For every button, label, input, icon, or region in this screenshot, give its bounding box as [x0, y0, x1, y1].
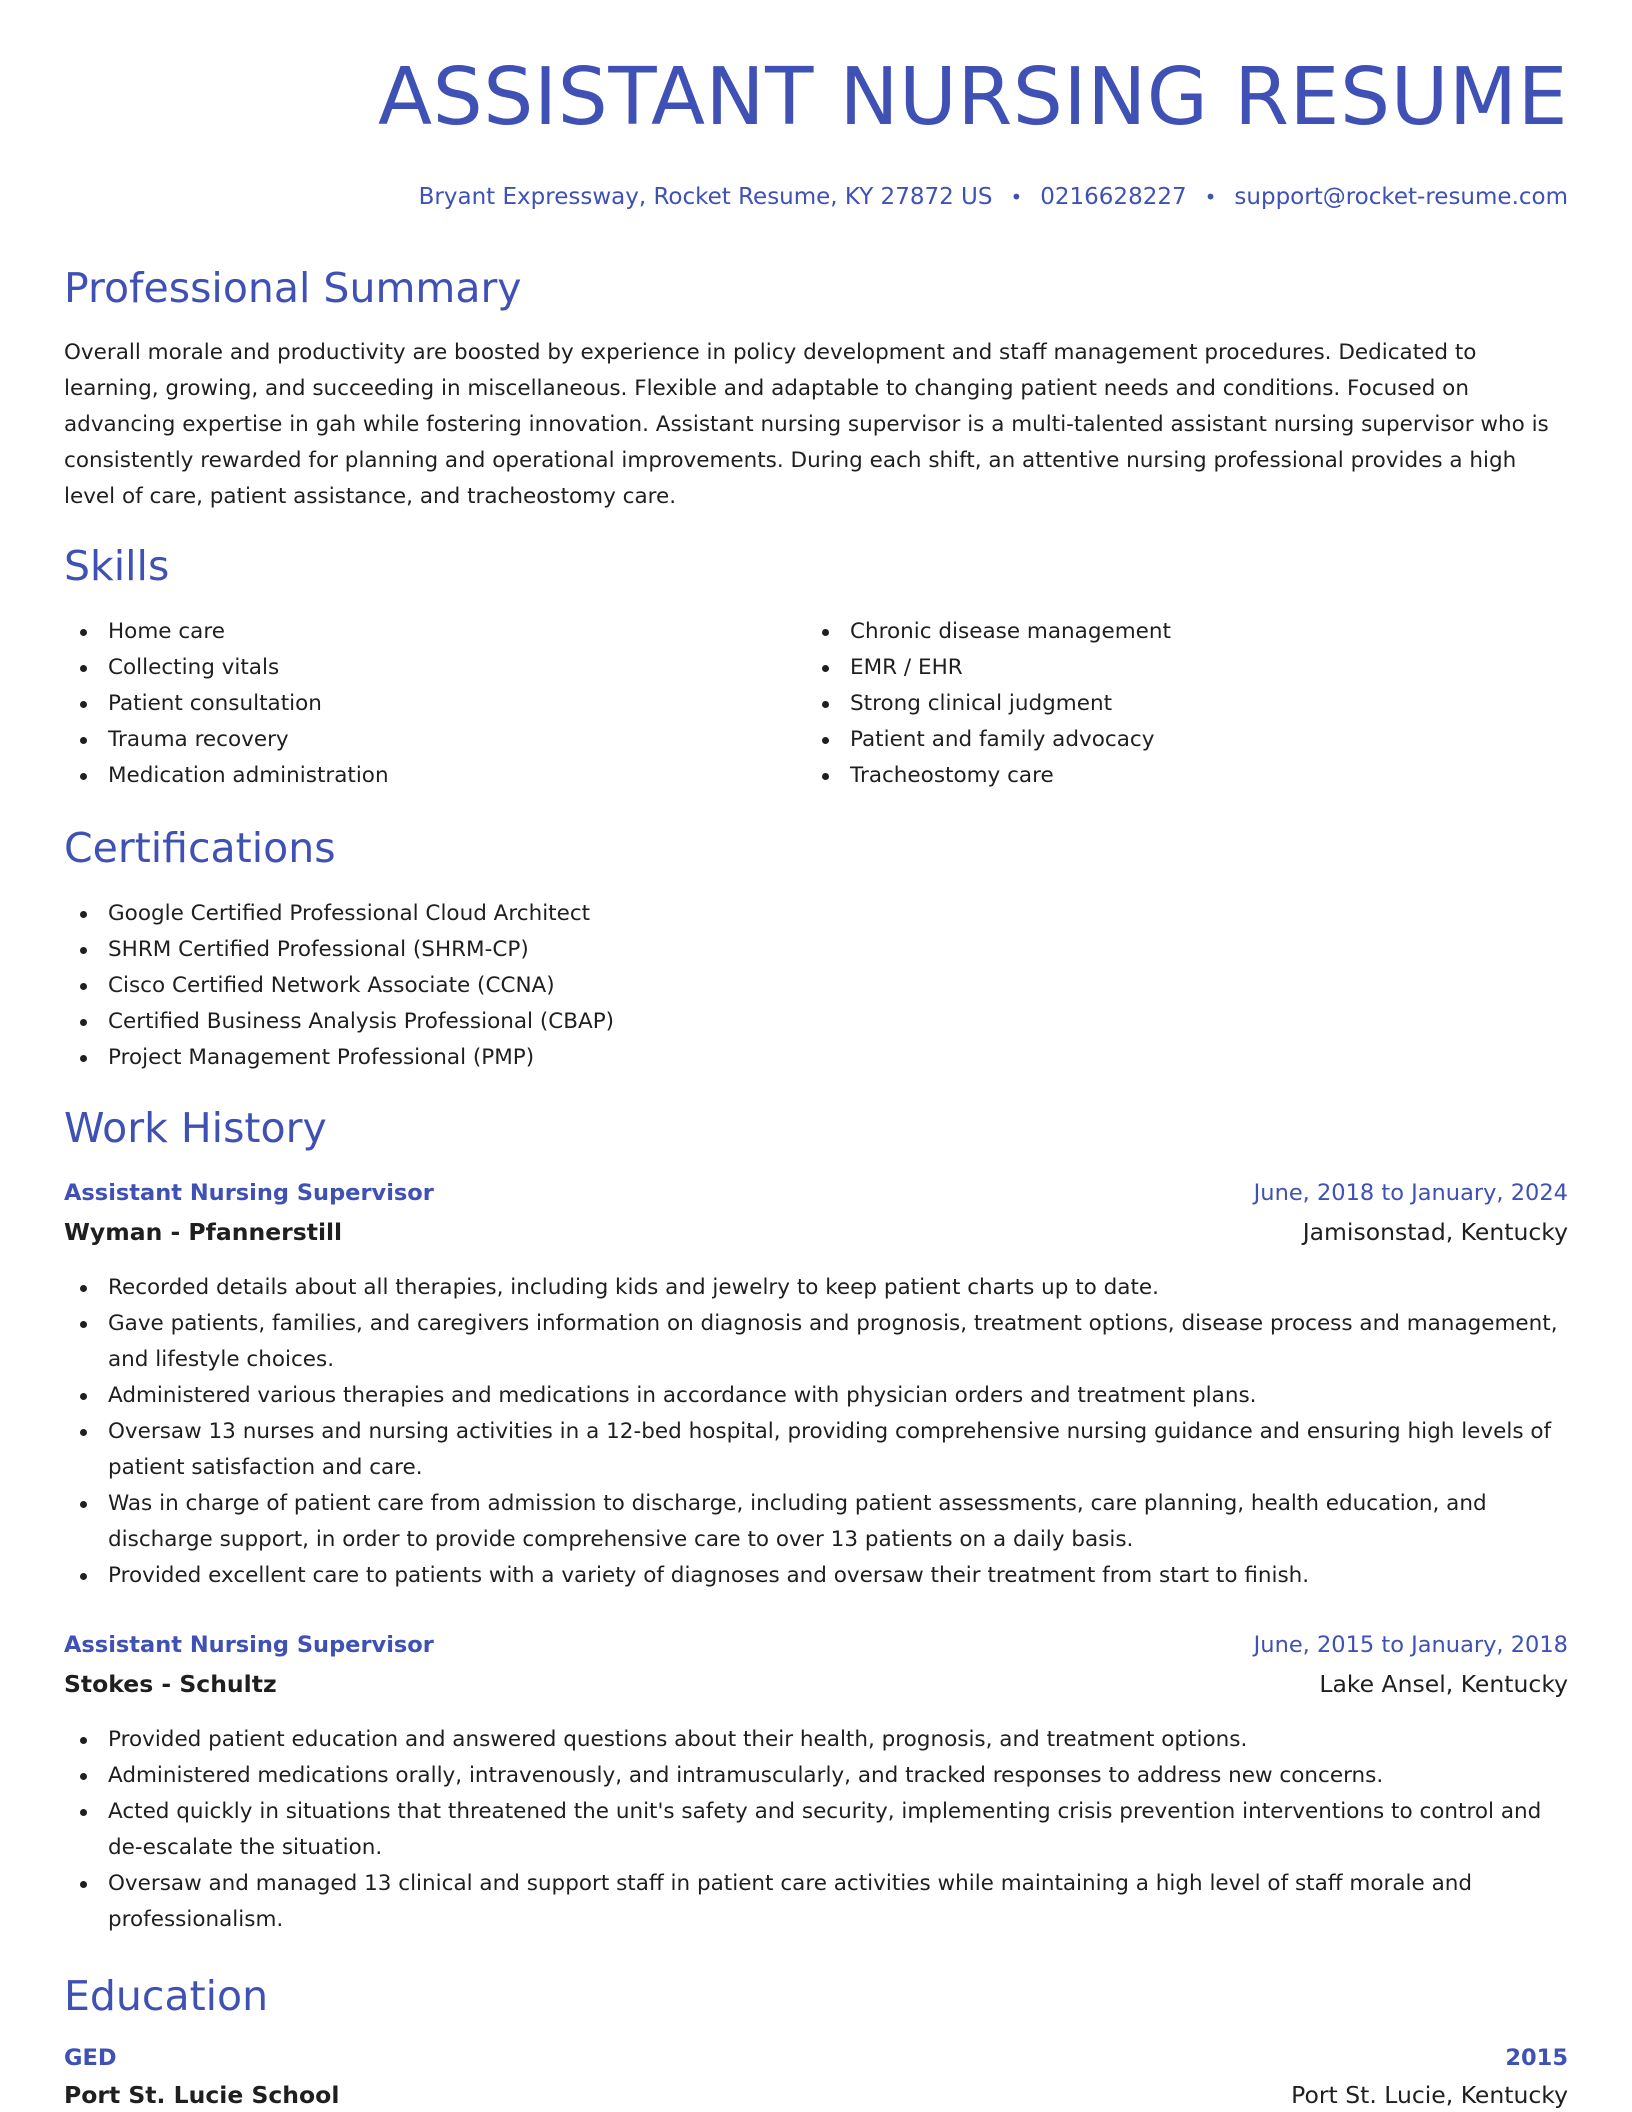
certification-item: Certified Business Analysis Professional (CBAP) — [64, 1004, 1064, 1040]
job-location: Jamisonstad, Kentucky — [1302, 1218, 1568, 1246]
job-title: Assistant Nursing Supervisor — [64, 1632, 434, 1658]
certification-item: Google Certified Professional Cloud Architect — [64, 896, 1064, 932]
skills-list-left — [64, 614, 764, 794]
certification-item: SHRM Certified Professional (SHRM-CP) — [64, 932, 1064, 968]
job-bullet: Administered medications orally, intravenously, and intramuscularly, and tracked responses to address new concerns. — [64, 1758, 1568, 1794]
contact-line — [419, 184, 1568, 210]
education-school: Port St. Lucie School — [64, 2081, 340, 2109]
education-degree: GED — [64, 2045, 117, 2071]
skill-item: Tracheostomy care — [806, 758, 1506, 794]
skill-item: Trauma recovery — [64, 722, 764, 758]
job-bullet: Gave patients, families, and caregivers information on diagnosis and prognosis, treatment options, disease process and management, and lifestyle choices. — [64, 1306, 1568, 1378]
job-dates: June, 2018 to January, 2024 — [1253, 1180, 1568, 1206]
job-bullet: Was in charge of patient care from admission to discharge, including patient assessments, care planning, health education, and discharge support, in order to provide comprehensive care to over 13 patients on a daily basis. — [64, 1486, 1568, 1558]
job-bullet: Administered various therapies and medications in accordance with physician orders and treatment plans. — [64, 1378, 1568, 1414]
job-subheader — [64, 1218, 1568, 1246]
certification-item: Project Management Professional (PMP) — [64, 1040, 1064, 1076]
job-title: Assistant Nursing Supervisor — [64, 1180, 434, 1206]
contact-address: Bryant Expressway, Rocket Resume, KY 27872 US — [418, 184, 993, 210]
job-header — [64, 1180, 1568, 1206]
contact-email: support@rocket-resume.com — [1234, 184, 1568, 210]
job-bullet: Recorded details about all therapies, including kids and jewelry to keep patient charts up to date. — [64, 1270, 1568, 1306]
certifications-bullets — [64, 896, 1064, 1076]
job-bullet: Oversaw 13 nurses and nursing activities in a 12-bed hospital, providing comprehensive nursing guidance and ensuring high levels of patient satisfaction and care. — [64, 1414, 1568, 1486]
section-heading-education: Education — [64, 1972, 269, 2020]
job-company: Wyman - Pfannerstill — [64, 1218, 343, 1246]
certification-item: Cisco Certified Network Associate (CCNA) — [64, 968, 1064, 1004]
section-heading-certifications: Certifications — [64, 824, 336, 872]
skill-item: Collecting vitals — [64, 650, 764, 686]
job-bullet-list — [64, 1722, 1568, 1938]
skills-column-right — [806, 614, 1506, 794]
skill-item: Chronic disease management — [806, 614, 1506, 650]
job-bullet-list — [64, 1270, 1568, 1594]
contact-separator: • — [1010, 185, 1023, 209]
job-responsibilities — [64, 1722, 1568, 1938]
job-bullet: Acted quickly in situations that threatened the unit's safety and security, implementing crisis prevention interventions to control and de-escalate the situation. — [64, 1794, 1568, 1866]
contact-separator: • — [1204, 185, 1217, 209]
education-header — [64, 2045, 1568, 2071]
job-company: Stokes - Schultz — [64, 1670, 277, 1698]
contact-phone: 0216628227 — [1040, 184, 1187, 210]
summary-text: Overall morale and productivity are boosted by experience in policy development and staff management procedures. Dedicated to learning, growing, and succeeding in miscellaneous. Flexible and adaptable to changing patient needs and conditions. Focused on advancing expertise in gah while fostering innovation. Assistant nursing supervisor is a multi-talented assistant nursing supervisor who is consistently rewarded for planning and operational improvements. During each shift, an attentive nursing professional provides a high level of care, patient assistance, and tracheostomy care. — [64, 340, 1549, 509]
education-location: Port St. Lucie, Kentucky — [1291, 2081, 1568, 2109]
job-bullet: Provided patient education and answered questions about their health, prognosis, and treatment options. — [64, 1722, 1568, 1758]
job-responsibilities — [64, 1270, 1568, 1594]
skill-item: Patient consultation — [64, 686, 764, 722]
job-subheader — [64, 1670, 1568, 1698]
skills-column-left — [64, 614, 764, 794]
skill-item: Medication administration — [64, 758, 764, 794]
certifications-list — [64, 896, 1064, 1076]
job-location: Lake Ansel, Kentucky — [1319, 1670, 1568, 1698]
job-dates: June, 2015 to January, 2018 — [1253, 1632, 1568, 1658]
education-subheader — [64, 2081, 1568, 2109]
education-year: 2015 — [1505, 2045, 1568, 2071]
job-header — [64, 1632, 1568, 1658]
job-bullet: Oversaw and managed 13 clinical and support staff in patient care activities while maintaining a high level of staff morale and professionalism. — [64, 1866, 1568, 1938]
skill-item: Patient and family advocacy — [806, 722, 1506, 758]
skill-item: Strong clinical judgment — [806, 686, 1506, 722]
job-bullet: Provided excellent care to patients with a variety of diagnoses and oversaw their treatment from start to finish. — [64, 1558, 1568, 1594]
skill-item: EMR / EHR — [806, 650, 1506, 686]
skill-item: Home care — [64, 614, 764, 650]
section-heading-work-history: Work History — [64, 1104, 327, 1152]
skills-list-right — [806, 614, 1506, 794]
section-heading-skills: Skills — [64, 542, 170, 590]
resume-title: ASSISTANT NURSING RESUME — [378, 51, 1568, 143]
section-heading-summary: Professional Summary — [64, 264, 522, 312]
